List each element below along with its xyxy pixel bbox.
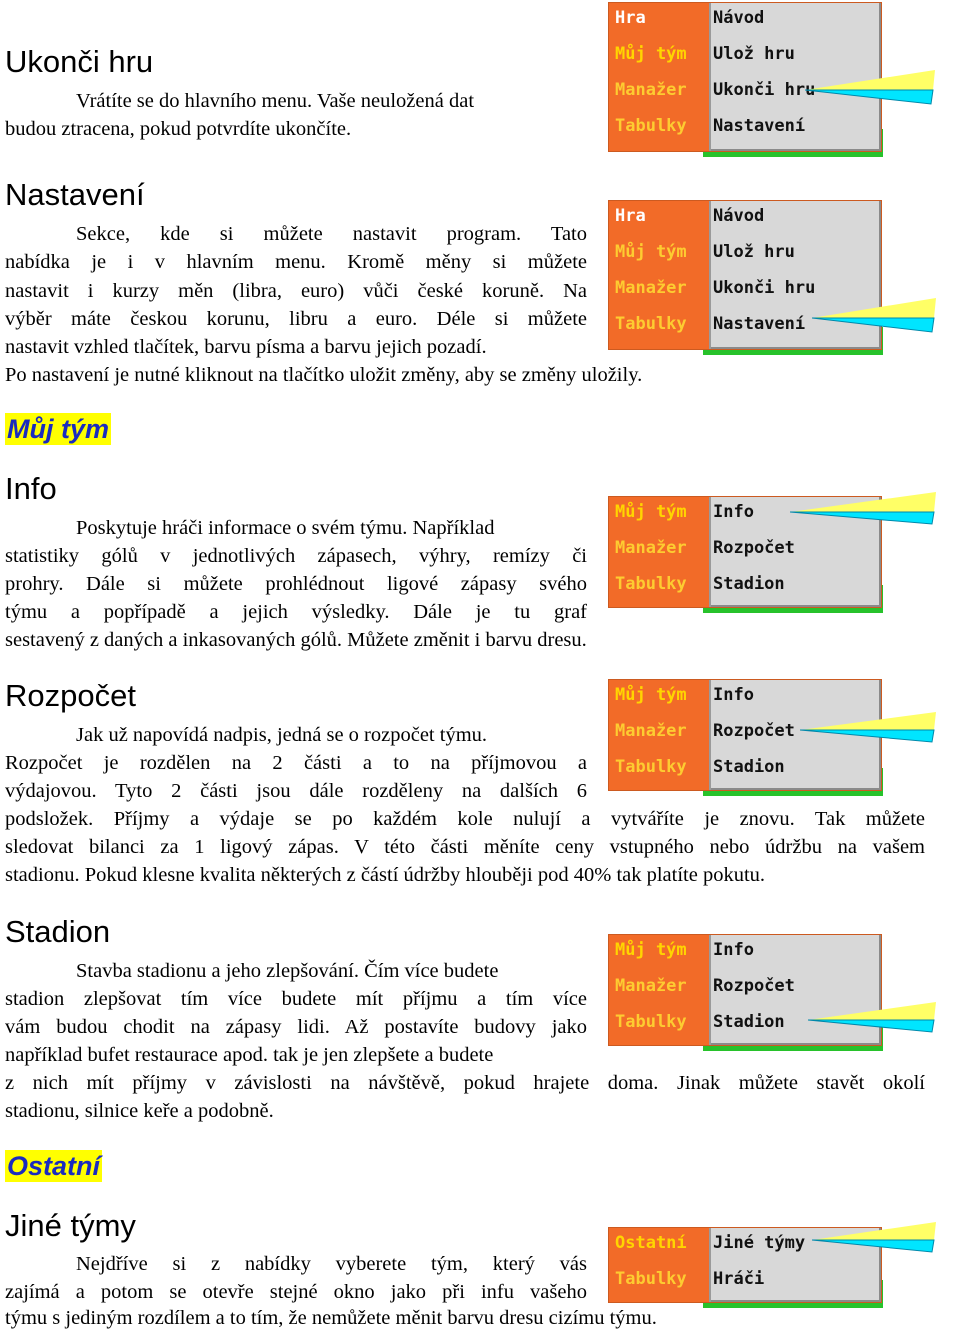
menu-item-tabulky[interactable]: Tabulky	[615, 314, 687, 334]
paragraph-line: zajímá a potom se otevře stejné okno jako při infu vašeho	[5, 1281, 587, 1303]
submenu-item-navod[interactable]: Návod	[713, 206, 765, 226]
paragraph-line: prohry. Dále si můžete prohlédnout ligové zápasy svého	[5, 573, 587, 595]
menu-item-manazer[interactable]: Manažer	[615, 80, 687, 100]
submenu-item-jine-tymy[interactable]: Jiné týmy	[713, 1233, 806, 1253]
pointer-arrow-icon	[805, 66, 940, 106]
submenu-item-info[interactable]: Info	[713, 940, 754, 960]
paragraph-line: výběr máte českou korunu, libru a euro. Déle si můžete	[5, 308, 587, 330]
paragraph-line: sestavený z daných a inkasovaných gólů. Můžete změnit i barvu dresu.	[5, 629, 587, 651]
paragraph-line: výdajovou. Tyto 2 části jsou dále rozděleny na dalších 6	[5, 780, 587, 802]
menu-item-ostatni[interactable]: Ostatní	[615, 1233, 687, 1253]
submenu-item-stadion[interactable]: Stadion	[713, 1012, 785, 1032]
menu-item-muj-tym[interactable]: Můj tým	[615, 685, 687, 705]
submenu-item-stadion[interactable]: Stadion	[713, 757, 785, 777]
paragraph-line: stadionu, silnice keře a podobně.	[5, 1100, 274, 1122]
paragraph-line: Po nastavení je nutné kliknout na tlačítko uložit změny, aby se změny uložily.	[5, 364, 643, 386]
menu-item-muj-tym[interactable]: Můj tým	[615, 940, 687, 960]
section-title-nastaveni: Nastavení	[5, 177, 145, 212]
menu-item-manazer[interactable]: Manažer	[615, 976, 687, 996]
paragraph-line: týmu a popřípadě a jejich výsledky. Dále je tu graf	[5, 601, 587, 623]
paragraph-line: Vrátíte se do hlavního menu. Vaše neuložená dat	[76, 90, 475, 112]
section-title-stadion: Stadion	[5, 914, 111, 949]
paragraph-line: Stavba stadionu a jeho zlepšování. Čím více budete	[76, 960, 499, 982]
menu-item-hra[interactable]: Hra	[615, 8, 646, 28]
paragraph-line: Rozpočet je rozdělen na 2 části a to na příjmovou a	[5, 752, 587, 774]
menu-item-muj-tym[interactable]: Můj tým	[615, 44, 687, 64]
menu-item-manazer[interactable]: Manažer	[615, 538, 687, 558]
submenu-item-stadion[interactable]: Stadion	[713, 574, 785, 594]
menu-item-tabulky[interactable]: Tabulky	[615, 757, 687, 777]
menu-item-hra[interactable]: Hra	[615, 206, 646, 226]
menu-item-manazer[interactable]: Manažer	[615, 278, 687, 298]
paragraph-line: Jak už napovídá nadpis, jedná se o rozpočet týmu.	[76, 724, 488, 746]
menu-item-tabulky[interactable]: Tabulky	[615, 1012, 687, 1032]
menu-item-muj-tym[interactable]: Můj tým	[615, 242, 687, 262]
submenu-item-uloz-hru[interactable]: Ulož hru	[713, 44, 795, 64]
pointer-arrow-icon	[800, 710, 940, 744]
submenu-item-rozpocet[interactable]: Rozpočet	[713, 538, 795, 558]
submenu-item-info[interactable]: Info	[713, 502, 754, 522]
section-title-jine-tymy: Jiné týmy	[5, 1208, 136, 1243]
paragraph-line: z nich mít příjmy v závislosti na návštěvě, pokud hrajete doma. Jinak můžete stavět okolí	[5, 1072, 925, 1094]
pointer-arrow-icon	[812, 294, 940, 334]
paragraph-line: stadionu. Pokud klesne kvalita některých z částí údržby hlouběji pod 40% tak platíte pokutu.	[5, 864, 766, 886]
paragraph-line: vám budou chodit na zápasy lidi. Až postavíte budovy jako	[5, 1016, 587, 1038]
category-heading-ostatni: Ostatní	[7, 1151, 101, 1181]
paragraph-line: Sekce, kde si můžete nastavit program. Tato	[76, 223, 587, 245]
menu-item-tabulky[interactable]: Tabulky	[615, 116, 687, 136]
submenu-item-hraci[interactable]: Hráči	[713, 1269, 765, 1289]
paragraph-line: nastavit i kurzy měn (libra, euro) vůči české koruně. Na	[5, 280, 587, 302]
submenu-item-nastaveni[interactable]: Nastavení	[713, 314, 806, 334]
submenu-item-rozpocet[interactable]: Rozpočet	[713, 976, 795, 996]
submenu-item-uloz-hru[interactable]: Ulož hru	[713, 242, 795, 262]
paragraph-line: nabídka je i v hlavním menu. Kromě měny si můžete	[5, 251, 587, 273]
submenu-item-ukonci-hru[interactable]: Ukonči hru	[713, 80, 816, 100]
menu-item-tabulky[interactable]: Tabulky	[615, 574, 687, 594]
paragraph-line: týmu s jediným rozdílem a to tím, že nemůžete měnit barvu dresu cizímu týmu.	[5, 1307, 657, 1329]
section-title-rozpocet: Rozpočet	[5, 678, 136, 713]
submenu-item-rozpocet[interactable]: Rozpočet	[713, 721, 795, 741]
submenu-item-navod[interactable]: Návod	[713, 8, 765, 28]
paragraph-line: Poskytuje hráči informace o svém týmu. Například	[76, 517, 495, 539]
section-title-ukonci-hru: Ukonči hru	[5, 44, 154, 79]
menu-item-tabulky[interactable]: Tabulky	[615, 1269, 687, 1289]
pointer-arrow-icon	[790, 490, 940, 526]
paragraph-line: stadion zlepšovat tím více budete mít příjmu a tím více	[5, 988, 587, 1010]
menu-item-muj-tym[interactable]: Můj tým	[615, 502, 687, 522]
paragraph-line: podsložek. Příjmy a výdaje se po každém kole nulují a vytváříte je znovu. Tak můžete	[5, 808, 925, 830]
pointer-arrow-icon	[812, 1220, 940, 1254]
paragraph-line: například bufet restaurace apod. tak je jen zlepšete a budete	[5, 1044, 494, 1066]
paragraph-line: statistiky gólů v jednotlivých zápasech, výhry, remízy či	[5, 545, 587, 567]
section-title-info: Info	[5, 471, 57, 506]
paragraph-line: Nejdříve si z nabídky vyberete tým, který vás	[76, 1253, 587, 1275]
paragraph-line: nastavit vzhled tlačítek, barvu písma a barvu jejich pozadí.	[5, 336, 487, 358]
menu-item-manazer[interactable]: Manažer	[615, 721, 687, 741]
pointer-arrow-icon	[808, 1000, 940, 1034]
submenu-item-info[interactable]: Info	[713, 685, 754, 705]
paragraph-line: budou ztracena, pokud potvrdíte ukončíte.	[5, 118, 352, 140]
submenu-item-ukonci-hru[interactable]: Ukonči hru	[713, 278, 816, 298]
submenu-item-nastaveni[interactable]: Nastavení	[713, 116, 806, 136]
paragraph-line: sledovat bilanci za 1 ligový zápas. V této části měníte ceny vstupného nebo údržbu na vašem	[5, 836, 925, 858]
category-heading-muj-tym: Můj tým	[7, 414, 110, 444]
